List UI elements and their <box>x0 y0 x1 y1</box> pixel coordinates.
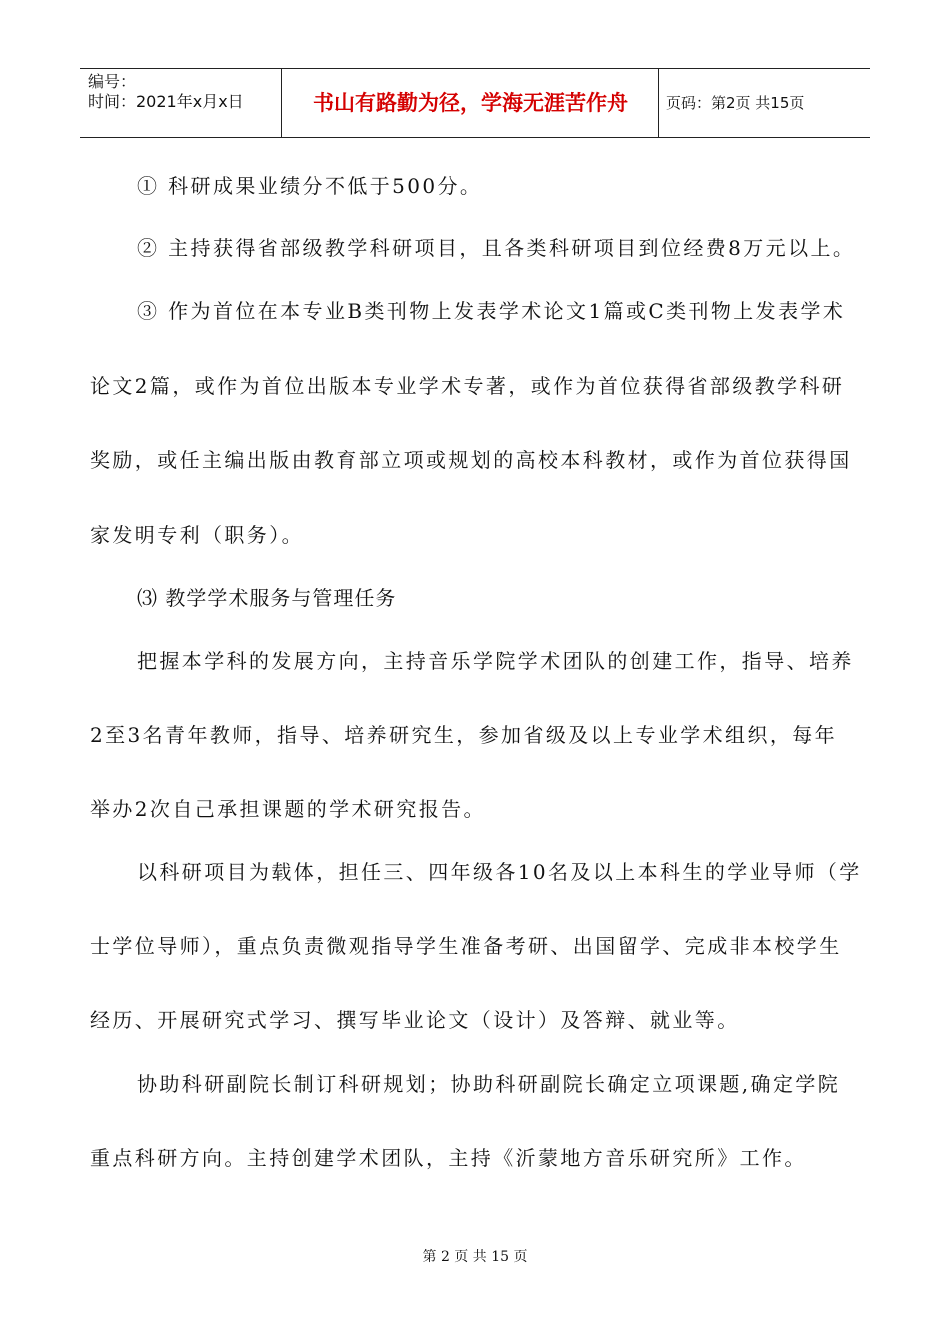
header-page-info: 页码：第2页 共15页 <box>666 94 805 112</box>
para-2-line-2: 士学位导师），重点负责微观指导学生准备考研、出国留学、完成非本校学生 <box>90 934 842 958</box>
header-number-label: 编号： <box>88 72 137 91</box>
para-3-line-1: 协助科研副院长制订科研规划；协助科研副院长确定立项课题,确定学院 <box>137 1072 841 1096</box>
para-1-line-3: 举办2次自己承担课题的学术研究报告。 <box>90 797 486 821</box>
para-2-line-3: 经历、开展研究式学习、撰写毕业论文（设计）及答辩、就业等。 <box>90 1008 740 1032</box>
para-1-line-1: 把握本学科的发展方向，主持音乐学院学术团队的创建工作，指导、培养 <box>137 649 854 673</box>
header-meta <box>80 69 280 137</box>
header-divider-1 <box>281 69 282 137</box>
para-3-line-2: 重点科研方向。主持创建学术团队，主持《沂蒙地方音乐研究所》工作。 <box>90 1146 807 1170</box>
para-1-line-2: 2至3名青年教师，指导、培养研究生，参加省级及以上专业学术组织，每年 <box>90 723 838 747</box>
header-divider-2 <box>658 69 659 137</box>
header-motto: 书山有路勤为径，学海无涯苦作舟 <box>313 91 628 115</box>
page-header <box>80 68 870 138</box>
page-footer: 第 2 页 共 15 页 <box>422 1249 528 1265</box>
para-2-line-1: 以科研项目为载体，担任三、四年级各10名及以上本科生的学业导师（学 <box>137 860 862 884</box>
section-heading: ⑶ 教学学术服务与管理任务 <box>137 586 397 610</box>
criterion-3-line-2: 论文2篇，或作为首位出版本专业学术专著，或作为首位获得省部级教学科研 <box>90 374 845 398</box>
criterion-3-line-3: 奖励，或任主编出版由教育部立项或规划的高校本科教材，或作为首位获得国 <box>90 448 852 472</box>
criterion-1: ① 科研成果业绩分不低于500分。 <box>137 174 483 198</box>
criterion-3-line-4: 家发明专利（职务）。 <box>90 523 304 547</box>
header-date: 时间：2021年x月x日 <box>88 92 244 111</box>
criterion-3-line-1: ③ 作为首位在本专业B类刊物上发表学术论文1篇或C类刊物上发表学术 <box>137 299 846 323</box>
criterion-2: ② 主持获得省部级教学科研项目，且各类科研项目到位经费8万元以上。 <box>137 236 856 260</box>
